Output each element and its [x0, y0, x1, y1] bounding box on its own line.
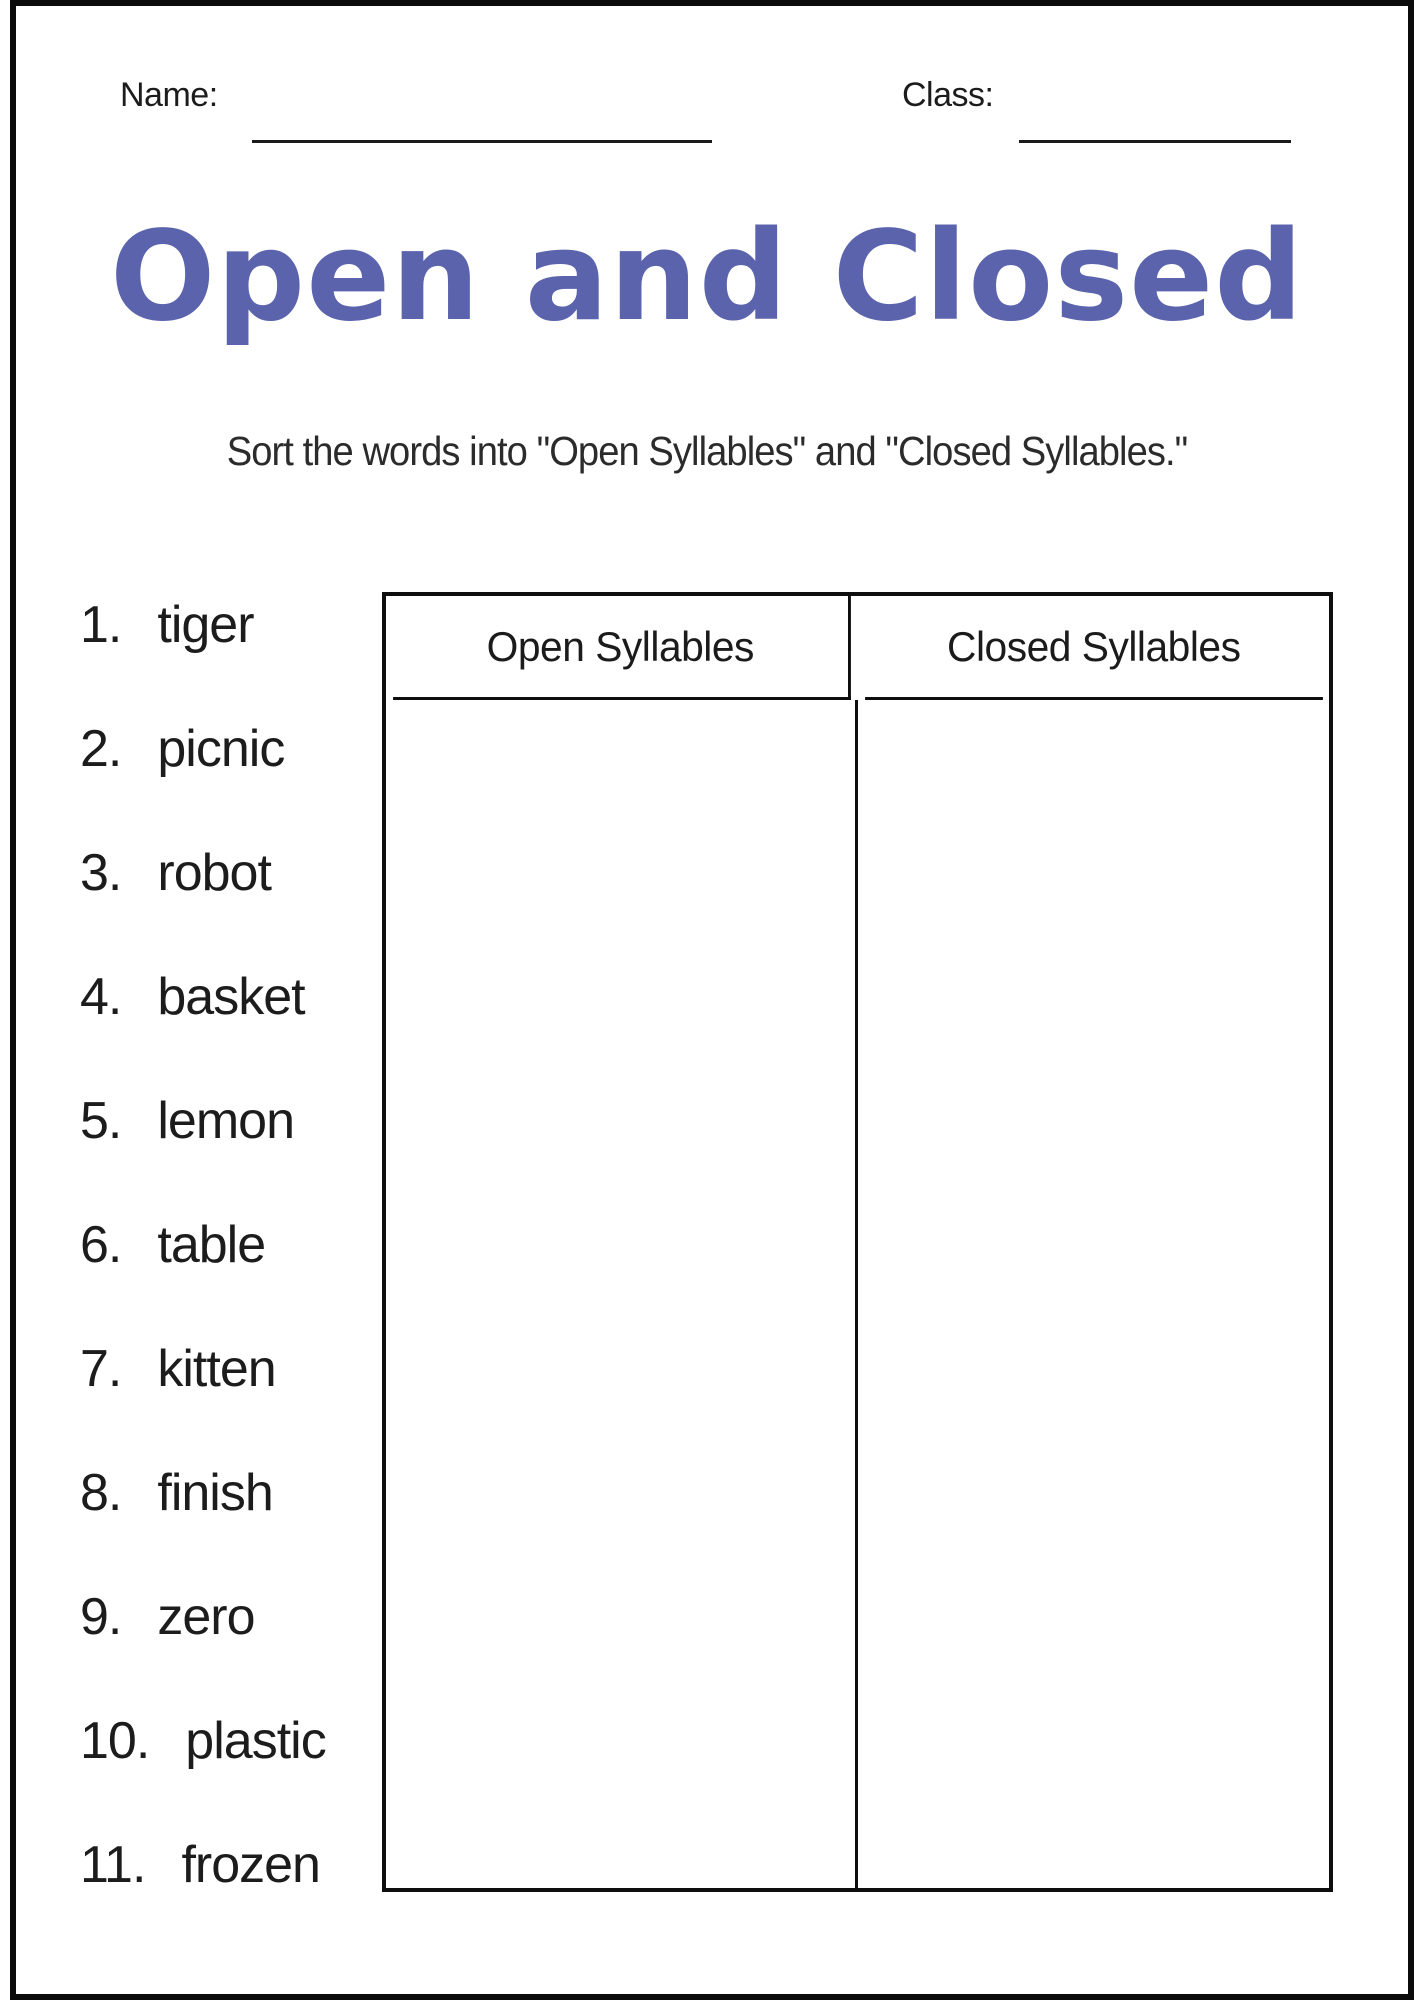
word-text: robot — [157, 844, 271, 902]
word-text: finish — [157, 1464, 273, 1522]
class-input-line[interactable] — [1019, 140, 1291, 143]
word-list — [80, 563, 370, 1927]
open-syllables-answer-cell[interactable] — [386, 700, 858, 1888]
word-text: zero — [157, 1588, 255, 1646]
list-item — [80, 563, 370, 687]
word-text: kitten — [157, 1340, 276, 1398]
word-text: table — [157, 1216, 266, 1274]
list-item — [80, 1679, 370, 1803]
list-item — [80, 1183, 370, 1307]
instruction-text: Sort the words into "Open Syllables" and "Closed Syllables." — [226, 428, 1188, 474]
word-text: lemon — [157, 1092, 295, 1150]
sorting-table — [382, 592, 1333, 1892]
word-text: frozen — [181, 1836, 320, 1894]
list-item — [80, 811, 370, 935]
word-number: 11. — [80, 1836, 146, 1894]
word-number: 4. — [80, 968, 122, 1026]
page-title: Open and Closed — [110, 205, 1304, 349]
word-number: 9. — [80, 1588, 122, 1646]
word-number: 7. — [80, 1340, 122, 1398]
table-header-open-syllables: Open Syllables — [393, 596, 850, 700]
word-text: picnic — [157, 720, 285, 778]
word-text: tiger — [157, 596, 254, 654]
name-label: Name: — [120, 76, 218, 114]
word-number: 6. — [80, 1216, 122, 1274]
word-number: 8. — [80, 1464, 122, 1522]
name-input-line[interactable] — [252, 140, 712, 143]
class-label: Class: — [902, 76, 994, 114]
word-number: 1. — [80, 596, 122, 654]
word-number: 5. — [80, 1092, 122, 1150]
word-text: plastic — [185, 1712, 326, 1770]
word-text: basket — [157, 968, 305, 1026]
table-header-closed-syllables: Closed Syllables — [865, 596, 1322, 700]
list-item — [80, 687, 370, 811]
list-item — [80, 1059, 370, 1183]
closed-syllables-answer-cell[interactable] — [858, 700, 1330, 1888]
list-item — [80, 1803, 370, 1927]
word-number: 2. — [80, 720, 122, 778]
list-item — [80, 1555, 370, 1679]
word-number: 3. — [80, 844, 122, 902]
list-item — [80, 1307, 370, 1431]
list-item — [80, 1431, 370, 1555]
word-number: 10. — [80, 1712, 150, 1770]
list-item — [80, 935, 370, 1059]
